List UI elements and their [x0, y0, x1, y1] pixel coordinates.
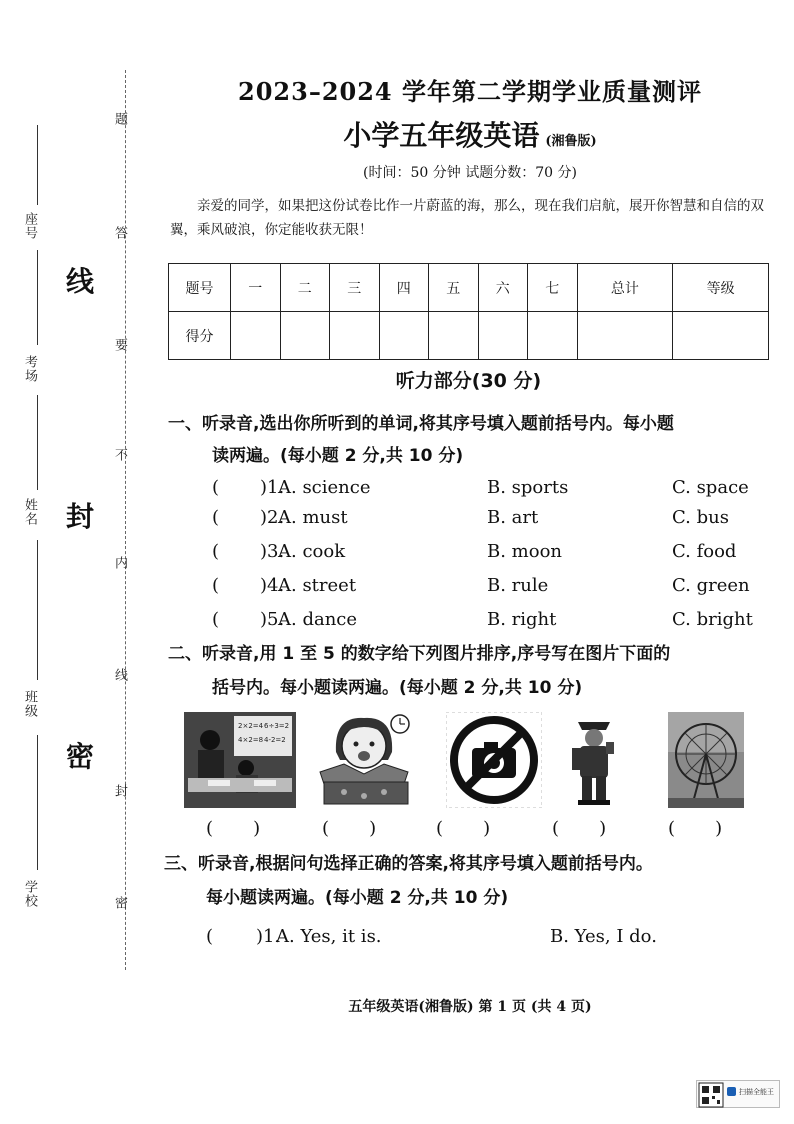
school-line — [37, 735, 38, 870]
exam-subtitle — [200, 114, 740, 154]
score-table-score-row — [169, 312, 769, 360]
listening-section-title: 听力部分(30 分) — [395, 370, 542, 392]
option-c: C. green — [672, 575, 750, 596]
answer-bracket[interactable]: ( — [212, 507, 220, 528]
score-cell[interactable] — [673, 312, 769, 360]
scanner-watermark — [696, 1080, 780, 1108]
seat-label: 座号 — [22, 212, 37, 240]
seal-char-mi: 密 — [66, 740, 95, 773]
q2-heading: 二、听录音,用 1 至 5 的数字给下列图片排序,序号写在图片下面的 — [168, 644, 671, 664]
answer-bracket[interactable]: ( — [212, 609, 220, 630]
option-c: C. food — [672, 541, 737, 562]
table-cell: 一 — [231, 264, 281, 312]
board-text: 4×2=8 — [238, 736, 264, 744]
subject-name: 小学五年级英语 — [343, 119, 540, 152]
q1-heading-2: 读两遍。(每小题 2 分,共 10 分) — [212, 446, 464, 466]
answer-bracket[interactable]: ( — [212, 575, 220, 596]
item-number: )1. — [256, 926, 281, 947]
seat-line — [37, 125, 38, 205]
answer-bracket[interactable]: ( — [206, 926, 214, 947]
score-cell[interactable] — [330, 312, 380, 360]
item-number: )1. — [260, 477, 285, 498]
option-a: A. street — [278, 575, 357, 596]
q1-item — [212, 477, 772, 505]
warning-char: 答 — [112, 226, 127, 240]
police-officer-picture — [562, 712, 626, 808]
watermark-text: 扫描全能王 — [739, 1088, 774, 1096]
class-line — [37, 540, 38, 680]
no-photos-sign-picture — [446, 712, 542, 808]
warning-char: 不 — [112, 448, 127, 462]
score-table-header-row — [169, 264, 769, 312]
seal-char-xian: 线 — [66, 265, 95, 298]
warning-char: 线 — [112, 668, 127, 682]
option-b: B. Yes, I do. — [550, 926, 657, 947]
warning-char: 题 — [112, 112, 127, 126]
exam-room-line — [37, 250, 38, 345]
table-cell: 题号 — [169, 264, 231, 312]
option-b: B. sports — [487, 477, 569, 498]
dashed-fold-line — [125, 70, 126, 970]
option-c: C. bright — [672, 609, 753, 630]
q1-item — [212, 575, 772, 603]
board-text: 6÷3=2 — [264, 722, 290, 730]
q2-heading-2: 括号内。每小题读两遍。(每小题 2 分,共 10 分) — [212, 678, 583, 698]
seal-char-feng: 封 — [66, 500, 95, 533]
table-cell: 等级 — [673, 264, 769, 312]
q3-heading: 三、听录音,根据问句选择正确的答案,将其序号填入题前括号内。 — [164, 854, 653, 874]
table-cell: 七 — [528, 264, 578, 312]
picture-answer-bracket[interactable]: ( ) — [668, 818, 723, 839]
score-cell[interactable] — [280, 312, 330, 360]
q3-heading-2: 每小题读两遍。(每小题 2 分,共 10 分) — [206, 888, 509, 908]
warning-char: 内 — [112, 556, 127, 570]
q1-item — [212, 507, 772, 535]
option-a: A. dance — [278, 609, 358, 630]
option-a: A. must — [278, 507, 348, 528]
score-table — [168, 263, 769, 360]
option-b: B. moon — [487, 541, 563, 562]
intro-paragraph: 亲爱的同学，如果把这份试卷比作一片蔚蓝的海，那么，现在我们启航，展开你智慧和自信的双翼，乘风破浪，你定能收获无限！ — [170, 198, 764, 238]
name-line — [37, 395, 38, 490]
answer-bracket[interactable]: ( — [212, 541, 220, 562]
exam-title: 2023–2024 学年第二学期学业质量测评 — [238, 77, 702, 106]
picture-answer-bracket[interactable]: ( ) — [436, 818, 491, 839]
board-text: 4-2=2 — [264, 736, 286, 744]
option-a: A. Yes, it is. — [276, 926, 382, 947]
page-footer: 五年级英语(湘鲁版) 第 1 页 (共 4 页) — [348, 999, 592, 1015]
option-b: B. rule — [487, 575, 549, 596]
picture-answer-bracket[interactable]: ( ) — [552, 818, 607, 839]
q3-item — [206, 926, 766, 954]
score-cell[interactable] — [231, 312, 281, 360]
picture-answer-bracket[interactable]: ( ) — [322, 818, 377, 839]
option-a: A. cook — [278, 541, 346, 562]
exam-room-label: 考场 — [22, 355, 37, 383]
classroom-math-picture — [184, 712, 296, 808]
score-cell[interactable] — [577, 312, 673, 360]
class-label: 班级 — [22, 690, 37, 718]
q1-item — [212, 541, 772, 569]
edition-label: (湘鲁版) — [545, 134, 597, 149]
option-c: C. space — [672, 477, 749, 498]
score-cell[interactable] — [429, 312, 479, 360]
option-a: A. science — [278, 477, 371, 498]
wake-up-picture — [314, 712, 414, 808]
table-cell: 得分 — [169, 312, 231, 360]
item-number: )2. — [260, 507, 285, 528]
item-number: )4. — [260, 575, 285, 596]
score-cell[interactable] — [528, 312, 578, 360]
score-cell[interactable] — [379, 312, 429, 360]
item-number: )3. — [260, 541, 285, 562]
warning-char: 密 — [112, 896, 127, 910]
picture-answer-bracket[interactable]: ( ) — [206, 818, 261, 839]
table-cell: 三 — [330, 264, 380, 312]
answer-bracket[interactable]: ( — [212, 477, 220, 498]
name-label: 姓名 — [22, 498, 37, 526]
option-c: C. bus — [672, 507, 729, 528]
board-text: 2×2=4 — [238, 722, 264, 730]
q1-heading: 一、听录音,选出你所听到的单词,将其序号填入题前括号内。每小题 — [168, 414, 674, 434]
table-cell: 六 — [478, 264, 528, 312]
table-cell: 二 — [280, 264, 330, 312]
item-number: )5. — [260, 609, 285, 630]
ferris-wheel-picture — [668, 712, 744, 808]
school-label: 学校 — [22, 880, 37, 908]
warning-char: 要 — [112, 338, 127, 352]
time-info: (时间：50 分钟 试题分数：70 分) — [363, 165, 577, 181]
warning-char: 封 — [112, 784, 127, 798]
q1-item — [212, 609, 772, 637]
option-b: B. art — [487, 507, 539, 528]
table-cell: 总计 — [577, 264, 673, 312]
score-cell[interactable] — [478, 312, 528, 360]
option-b: B. right — [487, 609, 557, 630]
table-cell: 五 — [429, 264, 479, 312]
table-cell: 四 — [379, 264, 429, 312]
